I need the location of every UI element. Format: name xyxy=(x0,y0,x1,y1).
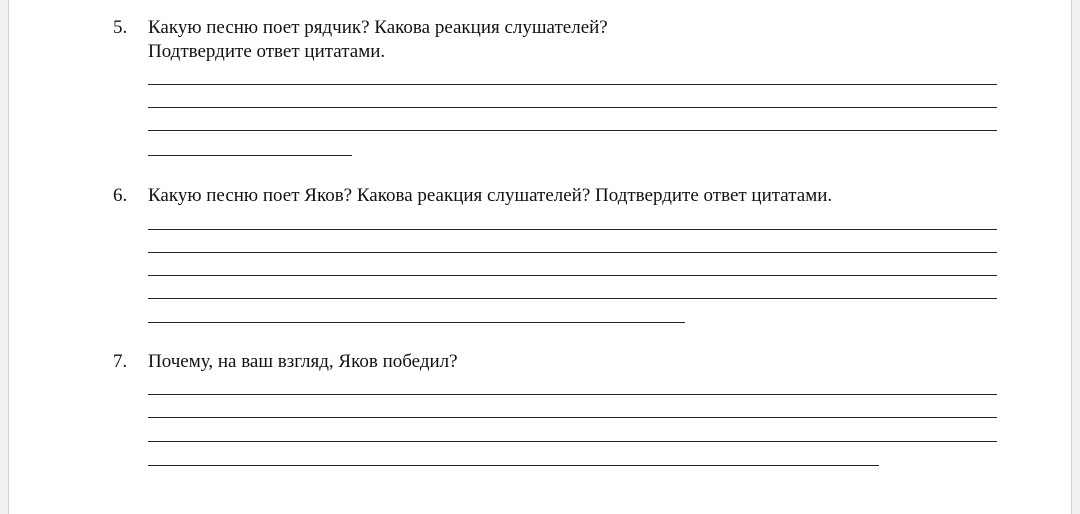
answer-line xyxy=(148,465,879,466)
answer-line xyxy=(148,441,997,442)
worksheet-page xyxy=(8,0,1072,514)
answer-line xyxy=(148,155,352,156)
question-text: Подтвердите ответ цитатами. xyxy=(148,41,386,62)
answer-line xyxy=(148,130,997,131)
answer-line xyxy=(148,275,997,276)
question-number: 6. xyxy=(113,185,128,206)
question-text: Какую песню поет Яков? Какова реакция слушателей? Подтвердите ответ цитатами. xyxy=(148,185,833,206)
question-text: Почему, на ваш взгляд, Яков победил? xyxy=(148,351,458,372)
question-number: 7. xyxy=(113,351,128,372)
answer-line xyxy=(148,229,997,230)
answer-line xyxy=(148,298,997,299)
answer-line xyxy=(148,252,997,253)
question-text: Какую песню поет рядчик? Какова реакция слушателей? xyxy=(148,17,608,38)
answer-line xyxy=(148,107,997,108)
answer-line xyxy=(148,322,685,323)
answer-line xyxy=(148,84,997,85)
answer-line xyxy=(148,417,997,418)
answer-line xyxy=(148,394,997,395)
question-number: 5. xyxy=(113,17,128,38)
